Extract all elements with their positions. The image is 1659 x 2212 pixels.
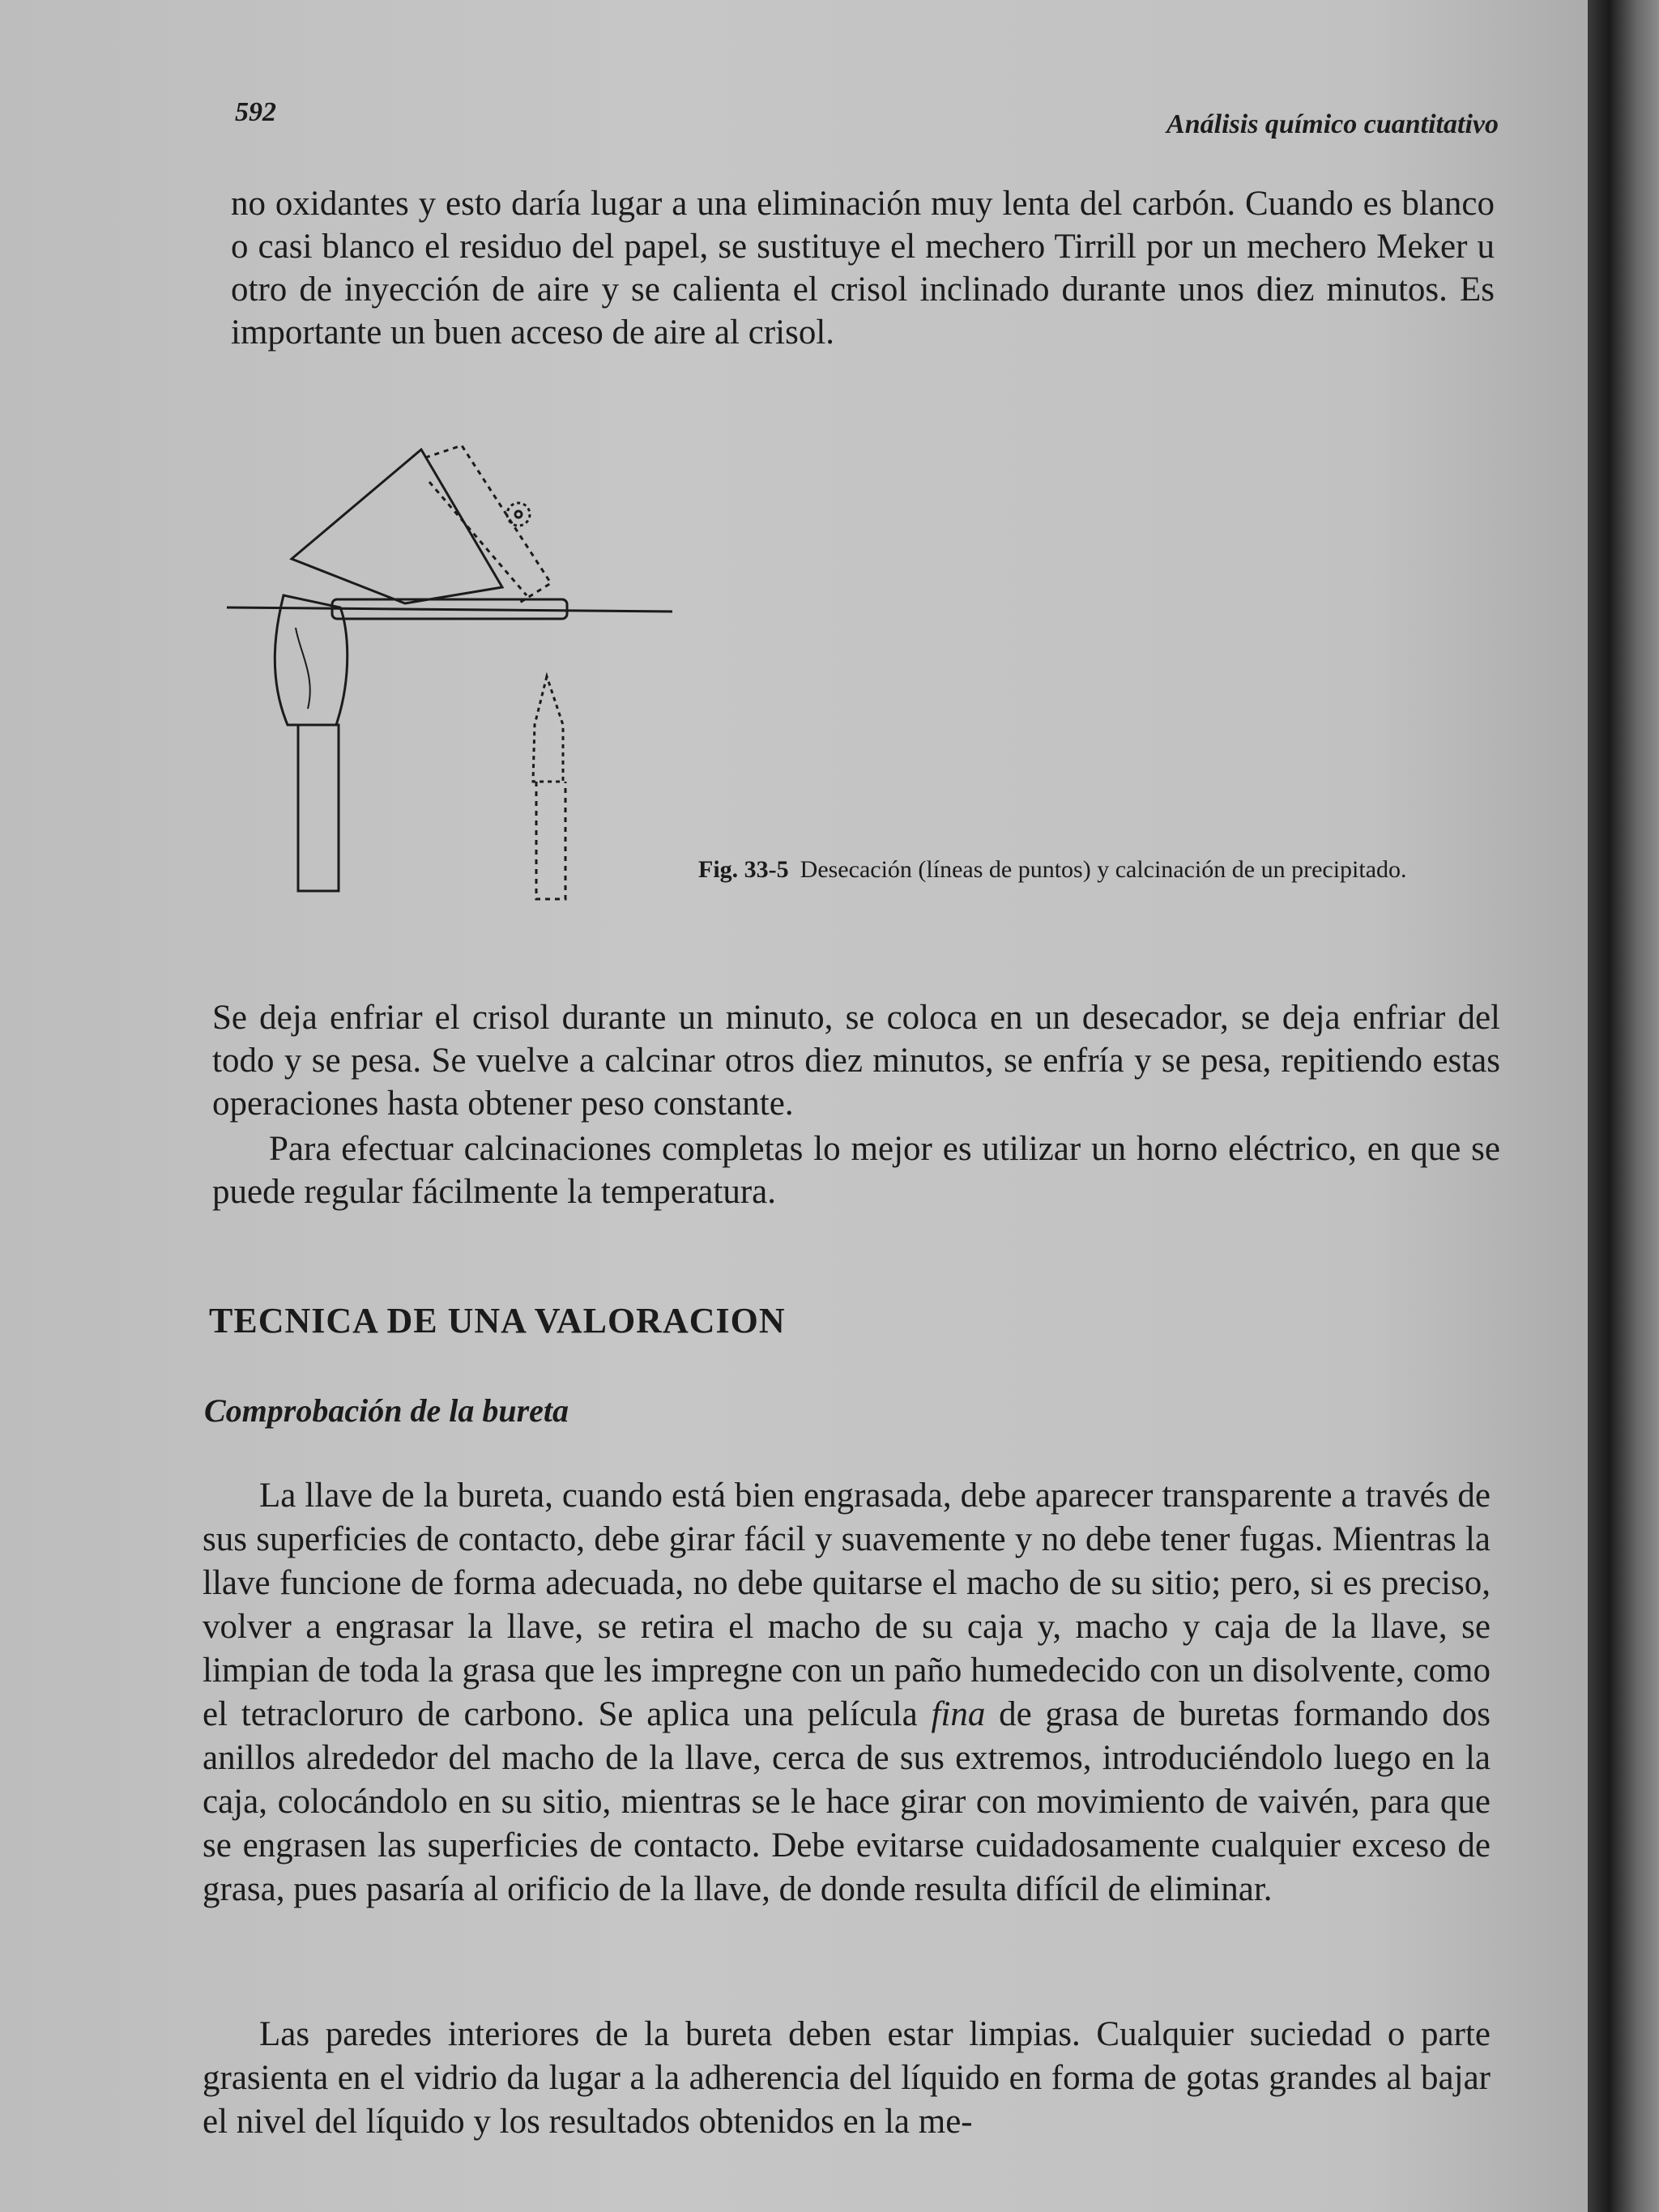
paragraph-burette-stopcock [203, 1474, 1491, 1912]
paragraph-burette-text-2: de grasa de buretas formando dos anillos alrededor del macho de la llave, cerca de sus extremos, introduciéndolo luego en la caja, colocándolo en su sitio, mientras se le hace girar con movimiento de vaivén, para que se engrasen las superficies de contacto. Debe evitarse cuidadosamente cualquier exceso de grasa, pues pasaría al orificio de la llave, de donde resulta difícil de eliminar. [203, 1695, 1491, 1908]
flame-solid [275, 595, 347, 725]
figure-caption-text: Desecación (líneas de puntos) y calcinación de un precipitado. [800, 856, 1407, 883]
paragraph-intro: no oxidantes y esto daría lugar a una eliminación muy lenta del carbón. Cuando es blanco o casi blanco el residuo del papel, se sustituye el mechero Tirrill por un mechero Meker u otro de inyección de aire y se calienta el crisol inclinado durante unos diez minutos. Es importante un buen acceso de aire al crisol. [231, 185, 1495, 352]
paragraph-furnace: Para efectuar calcinaciones completas lo mejor es utilizar un horno eléctrico, en que se puede regular fácilmente la temperatura. [212, 1130, 1500, 1211]
figure-crucible-illustration [219, 433, 689, 919]
running-head: Análisis químico cuantitativo [1166, 109, 1499, 139]
paragraph-burette-walls: Las paredes interiores de la bureta deben estar limpias. Cualquier suciedad o parte grasienta en el vidrio da lugar a la adherencia del líquido en forma de gotas grandes al bajar el nivel del líquido y los resultados obtenidos en la me- [203, 2015, 1491, 2141]
crucible-lid-dotted [507, 503, 530, 526]
emphasis-fina: fina [931, 1695, 986, 1733]
paragraph-burette-text-1: La llave de la bureta, cuando está bien engrasada, debe aparecer transparente a través de sus superficies de contacto, debe girar fácil y suavemente y no debe tener fugas. Mientras la llave funcione de forma adecuada, no debe quitarse el macho de su sitio; pero, si es preciso, volver a engrasar la llave, se retira el macho de su caja y, macho y caja de la llave, se limpian de toda la grasa que les impregne con un paño humedecido con un disolvente, como el tetracloruro de carbono. Se aplica una película [203, 1477, 1491, 1733]
support-rod [227, 607, 672, 612]
page-number: 592 [235, 97, 276, 127]
figure-label: Fig. 33-5 [698, 856, 789, 883]
section-subheading: Comprobación de la bureta [204, 1392, 569, 1429]
crucible-dotted [425, 445, 551, 603]
paragraph-cooling: Se deja enfriar el crisol durante un minuto, se coloca en un desecador, se deja enfriar del todo y se pesa. Se vuelve a calcinar otros diez minutos, se enfría y se pesa, repitiendo estas operaciones hasta obtener peso constante. [212, 999, 1500, 1123]
burner-solid [298, 725, 339, 891]
burner-dotted [536, 782, 565, 899]
section-heading: TECNICA DE UNA VALORACION [209, 1301, 786, 1340]
crucible-solid [292, 450, 502, 603]
figure-caption [698, 855, 1508, 885]
book-spine [1588, 0, 1659, 2212]
flame-dotted [533, 676, 563, 782]
